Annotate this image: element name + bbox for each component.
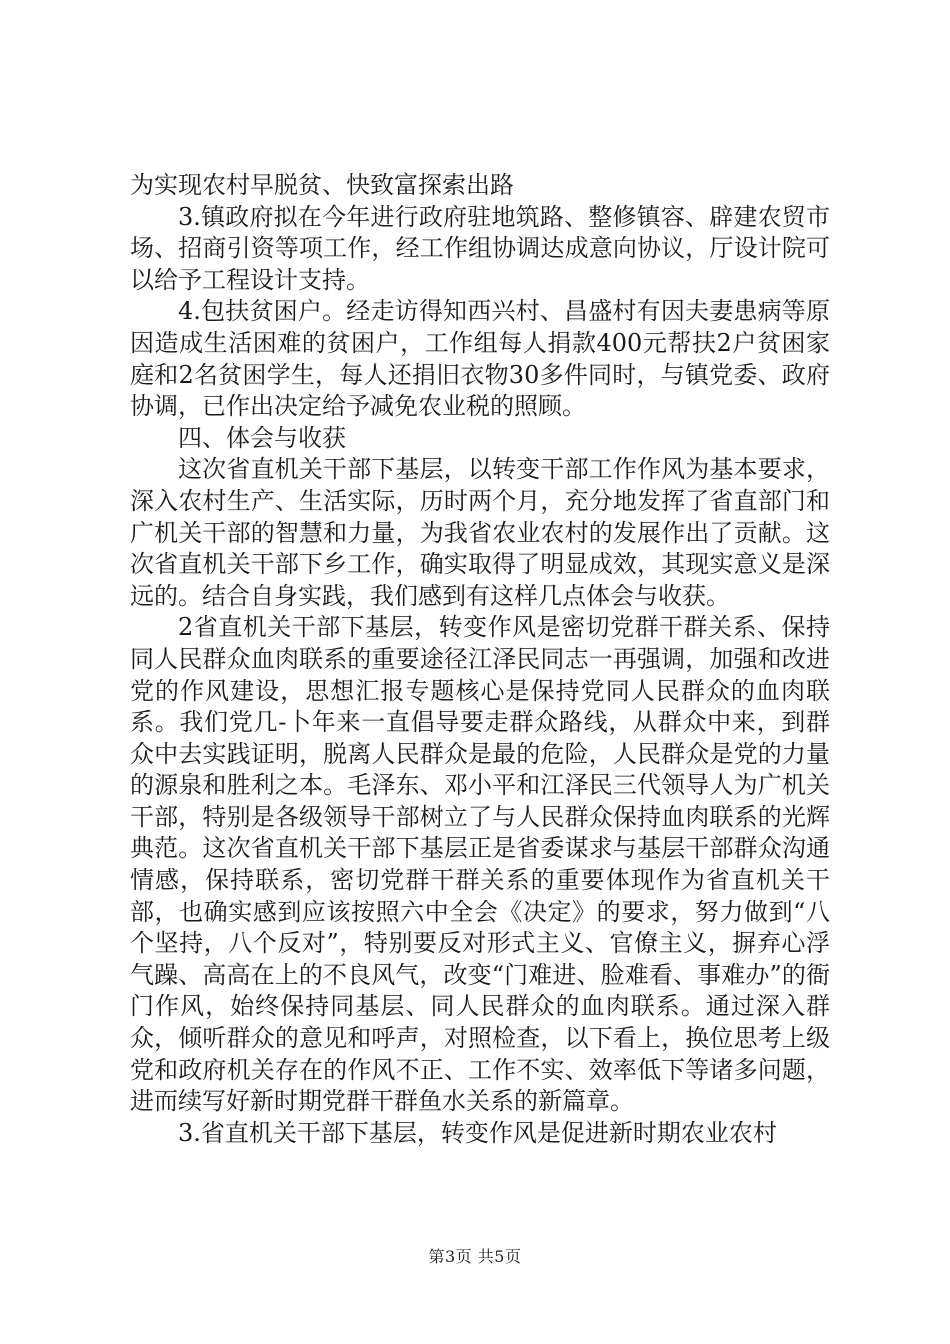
page-number-footer: 第3页 共5页 [428, 1247, 522, 1266]
paragraph-item-3: 3.镇政府拟在今年进行政府驻地筑路、整修镇容、辟建农贸市场、招商引资等项工作，经工作组协调达成意向协议，厅设计院可以给予工程设计支持。 [130, 202, 830, 294]
document-body [130, 170, 830, 1149]
paragraph-intro: 这次省直机关干部下基层，以转变干部工作作风为基本要求，深入农村生产、生活实际，历时两个月，充分地发挥了省直部门和广机关干部的智慧和力量，为我省农业农村的发展作出了贡献。这次省直机关干部下乡工作，确实取得了明显成效，其现实意义是深远的。结合自身实践，我们感到有这样几点体会与收获。 [130, 455, 830, 610]
paragraph-point-3: 3.省直机关干部下基层，转变作风是促进新时期农业农村 [178, 1118, 777, 1147]
paragraph-point-2: 2省直机关干部下基层，转变作风是密切党群干群关系、保持同人民群众血肉联系的重要途径江泽民同志一再强调，加强和改进党的作风建设，思想汇报专题核心是保持党同人民群众的血肉联系。我们党几-卜年来一直倡导要走群众路线，从群众中来，到群众中去实践证明，脱离人民群众是最的危险，人民群众是党的力量的源泉和胜利之本。毛泽东、邓小平和江泽民三代领导人为广机关干部，特别是各级领导干部树立了与人民群众保持血肉联系的光辉典范。这次省直机关干部下基层正是省委谋求与基层干部群众沟通情感，保持联系，密切党群干群关系的重要体现作为省直机关干部，也确实感到应该按照六中全会《决定》的要求，努力做到“八个坚持，八个反对”，特别要反对形式主义、官僚主义，摒弃心浮气躁、高高在上的不良风气，改变“门难进、脸难看、事难办”的衙门作风，始终保持同基层、同人民群众的血肉联系。通过深入群众，倾听群众的意见和呼声，对照检查，以下看上，换位思考上级党和政府机关存在的作风不正、工作不实、效率低下等诸多问题，进而续写好新时期党群干群鱼水关系的新篇章。 [130, 613, 830, 1116]
paragraph-continuation: 为实现农村早脱贫、快致富探索出路 [130, 171, 514, 199]
paragraph-item-4: 4.包扶贫困户。经走访得知西兴村、昌盛村有因夫妻患病等原因造成生活困难的贫困户，工作组每人捐款400元帮扶2户贫困家庭和2名贫困学生，每人还捐旧衣物30多件同时，与镇党委、政府协调，已作出决定给予减免农业税的照顾。 [130, 297, 830, 421]
section-heading: 四、体会与收获 [178, 423, 346, 452]
